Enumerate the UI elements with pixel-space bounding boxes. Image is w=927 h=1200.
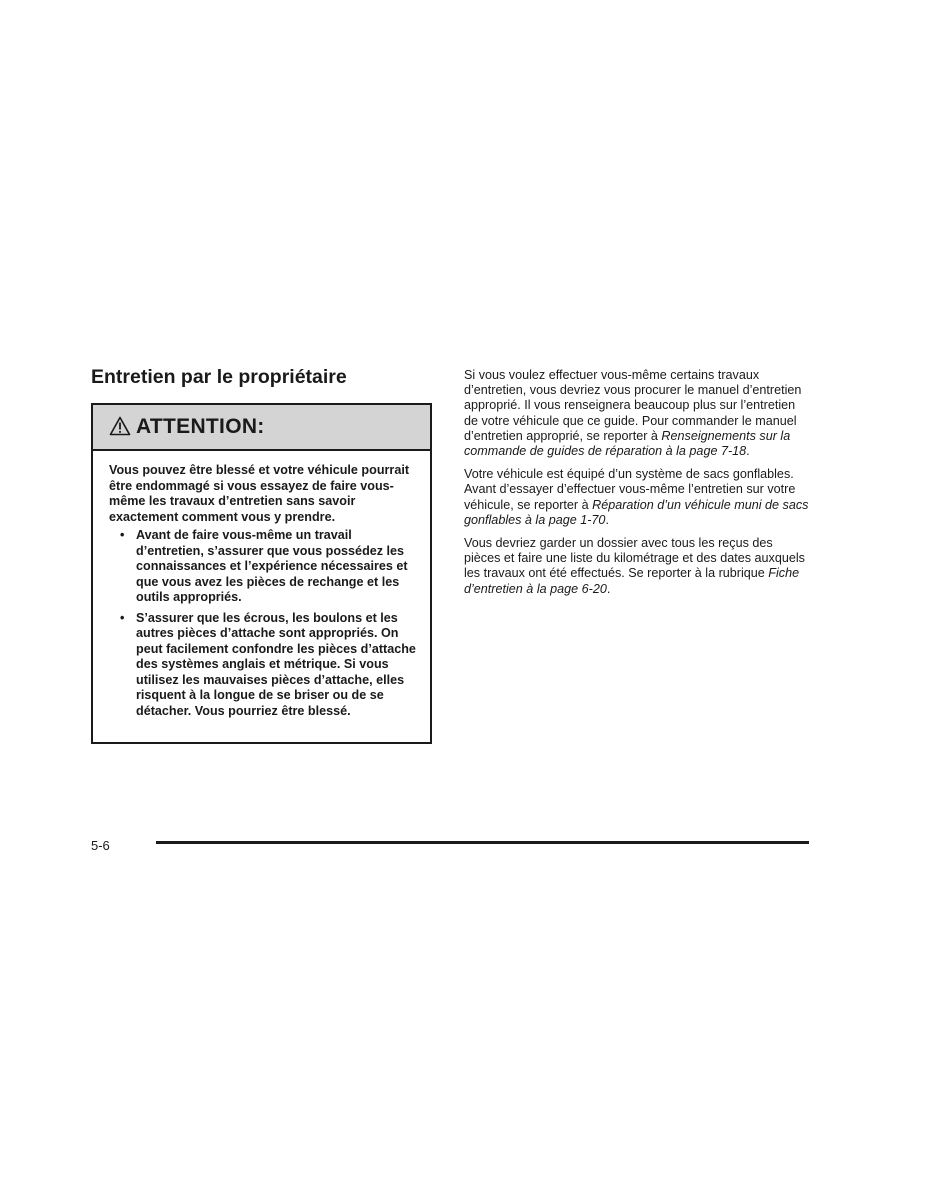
paragraph-end: .: [746, 444, 750, 459]
paragraph-end: .: [606, 581, 611, 596]
caution-box: [91, 403, 432, 744]
paragraph-records: [464, 536, 812, 597]
paragraph-end: .: [605, 512, 609, 527]
cross-reference-link[interactable]: Fiche d’entretien à la page 6-20: [464, 566, 800, 596]
cross-reference-link[interactable]: Renseignements sur la commande de guides de réparation à la page 7-18: [464, 428, 791, 459]
caution-intro: Vous pouvez être blessé et votre véhicule pourrait être endommagé si vous essayez de faire vous-même les travaux d’entretien sans savoir exactement comment vous y prendre.: [109, 463, 410, 524]
caution-bullet-item: [109, 611, 416, 720]
caution-bullet-item: [109, 528, 416, 606]
paragraph-text: Votre véhicule est équipé d’un système de sacs gonflables. Avant d’essayer d’effectuer vous-même l’entretien sur votre véhicule, se reporter à: [464, 467, 796, 512]
cross-reference-link[interactable]: Réparation d’un véhicule muni de sacs gonflables à la page 1-70: [464, 497, 809, 527]
caution-header: [93, 405, 430, 451]
bullet-marker: •: [120, 610, 125, 625]
caution-body: [93, 451, 430, 719]
bullet-marker: •: [120, 528, 125, 542]
footer-rule: [156, 841, 809, 844]
caution-bullet-text: Avant de faire vous-même un travail d’entretien, s’assurer que vous possédez les connaissances et l’expérience nécessaires et que vous avez les pièces de rechange et les outils appropriés.: [136, 528, 408, 604]
paragraph-text: Si vous voulez effectuer vous-même certains travaux d’entretien, vous devriez vous procurer le manuel d’entretien approprié. Il vous renseignera beaucoup plus sur l’entretien de votre véhicule que ce guide. Pour commander le manuel d’entretien approprié, se reporter à: [464, 368, 802, 443]
caution-list: [109, 528, 416, 719]
caution-title: ATTENTION:: [136, 415, 265, 438]
page-number: 5-6: [91, 838, 110, 853]
section-title: Entretien par le propriétaire: [91, 366, 347, 388]
warning-triangle-icon: [109, 416, 131, 436]
paragraph-airbags: [464, 467, 812, 528]
caution-bullet-text: S’assurer que les écrous, les boulons et les autres pièces d’attache sont appropriés. On peut facilement confondre les pièces d’attache des systèmes anglais et métrique. Si vous utilisez les mauvaises pièces d’attache, elles risquent à la longue de se briser ou de se détacher. Vous pourriez être blessé.: [136, 610, 416, 718]
paragraph-manual: [464, 368, 812, 459]
paragraph-text: Vous devriez garder un dossier avec tous les reçus des pièces et faire une liste du kilométrage et des dates auxquels les travaux ont été effectués. Se reporter à la rubrique: [464, 536, 805, 581]
right-column: [464, 368, 812, 605]
